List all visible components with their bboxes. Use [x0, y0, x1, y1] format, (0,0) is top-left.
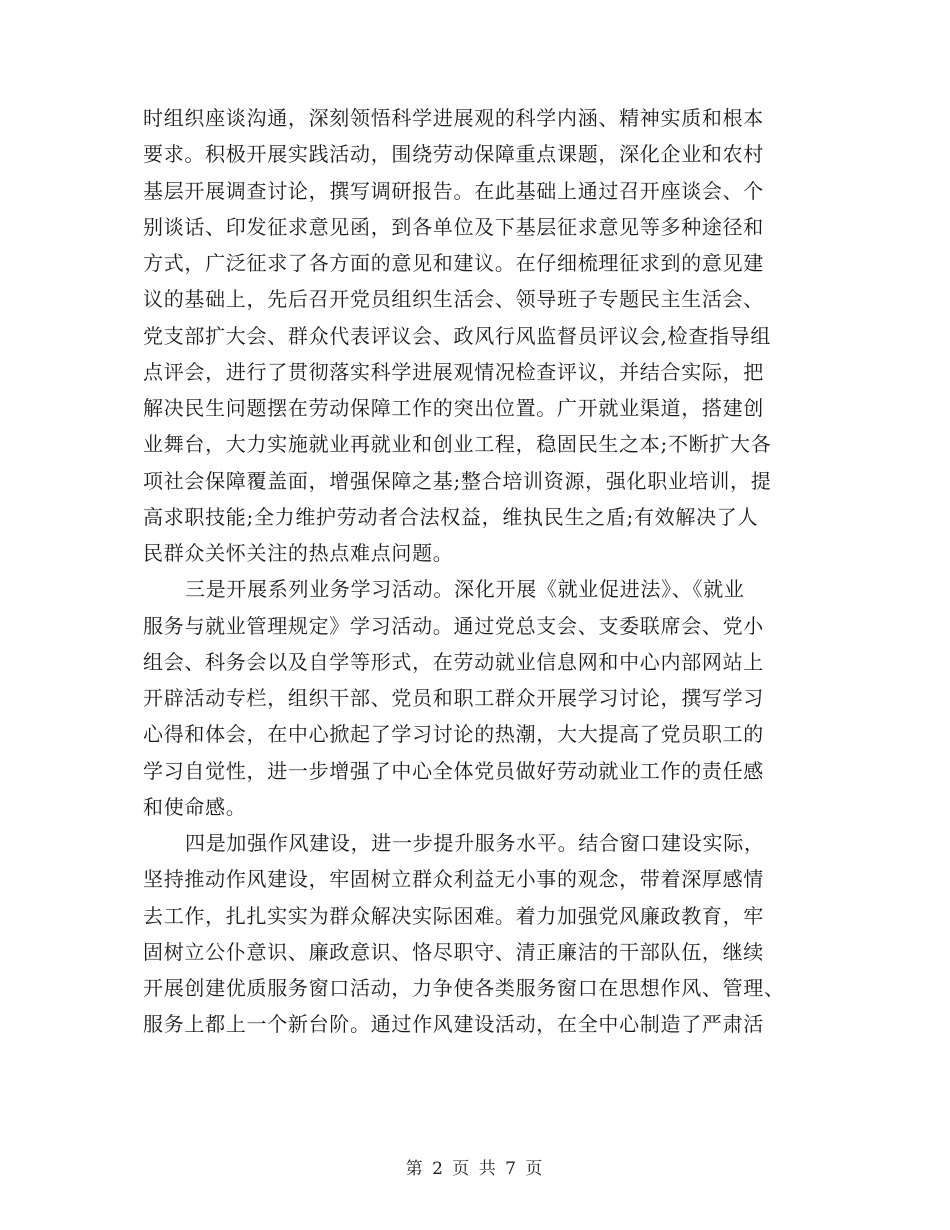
- text-line: 三是开展系列业务学习活动。深化开展《就业促进法》、《就业: [185, 577, 745, 602]
- text-line: 去工作，扎扎实实为群众解决实际困难。着力加强党风廉政教育，牢: [143, 903, 764, 928]
- text-line: 基层开展调查讨论，撰写调研报告。在此基础上通过召开座谈会、个: [143, 178, 764, 203]
- text-line: 坚持推动作风建设，牢固树立群众利益无小事的观念，带着深厚感情: [143, 867, 764, 892]
- text-line: 方式，广泛征求了各方面的意见和建议。在仔细梳理征求到的意见建: [143, 251, 764, 275]
- text-line: 服务与就业管理规定》学习活动。通过党总支会、支委联席会、党小: [143, 613, 764, 638]
- text-line: 开展创建优质服务窗口活动，力争使各类服务窗口在思想作风、管理、: [143, 976, 785, 1000]
- text-line: 项社会保障覆盖面，增强保障之基;整合培训资源，强化职业培训，提: [143, 468, 772, 493]
- text-line: 党支部扩大会、群众代表评议会、政风行风监督员评议会,检查指导组: [143, 323, 772, 348]
- text-line: 业舞台，大力实施就业再就业和创业工程，稳固民生之本;不断扩大各: [143, 432, 772, 457]
- paragraph: [143, 571, 798, 825]
- text-line: 时组织座谈沟通，深刻领悟科学进展观的科学内涵、精神实质和根本: [143, 106, 764, 130]
- page-number-footer: 第 2 页 共 7 页: [405, 1159, 545, 1179]
- text-line: 民群众关怀关注的热点难点问题。: [143, 541, 454, 565]
- text-line: 和使命感。: [143, 794, 247, 819]
- text-line: 要求。积极开展实践活动，围绕劳动保障重点课题，深化企业和农村: [143, 142, 764, 167]
- text-line: 四是加强作风建设，进一步提升服务水平。结合窗口建设实际，: [185, 831, 765, 855]
- text-line: 高求职技能;全力维护劳动者合法权益，维执民生之盾;有效解决了人: [143, 504, 759, 529]
- text-line: 解决民生问题摆在劳动保障工作的突出位置。广开就业渠道，搭建创: [143, 396, 764, 420]
- text-line: 别谈话、印发征求意见函，到各单位及下基层征求意见等多种途径和: [143, 214, 764, 239]
- paragraph: [143, 100, 798, 571]
- text-line: 学习自觉性，进一步增强了中心全体党员做好劳动就业工作的责任感: [143, 758, 764, 783]
- text-line: 开辟活动专栏，组织干部、党员和职工群众开展学习讨论，撰写学习: [143, 686, 764, 710]
- text-line: 组会、科务会以及自学等形式，在劳动就业信息网和中心内部网站上: [143, 649, 764, 674]
- text-line: 心得和体会，在中心掀起了学习讨论的热潮，大大提高了党员职工的: [143, 722, 764, 747]
- text-line: 固树立公仆意识、廉政意识、恪尽职守、清正廉洁的干部队伍，继续: [143, 939, 764, 964]
- text-line: 议的基础上，先后召开党员组织生活会、领导班子专题民主生活会、: [143, 287, 764, 312]
- text-line: 服务上都上一个新台阶。通过作风建设活动，在全中心制造了严肃活: [143, 1012, 764, 1037]
- paragraph: [143, 825, 798, 1043]
- text-line: 点评会，进行了贯彻落实科学进展观情况检查评议，并结合实际，把: [143, 359, 764, 384]
- document-body: [143, 100, 798, 1043]
